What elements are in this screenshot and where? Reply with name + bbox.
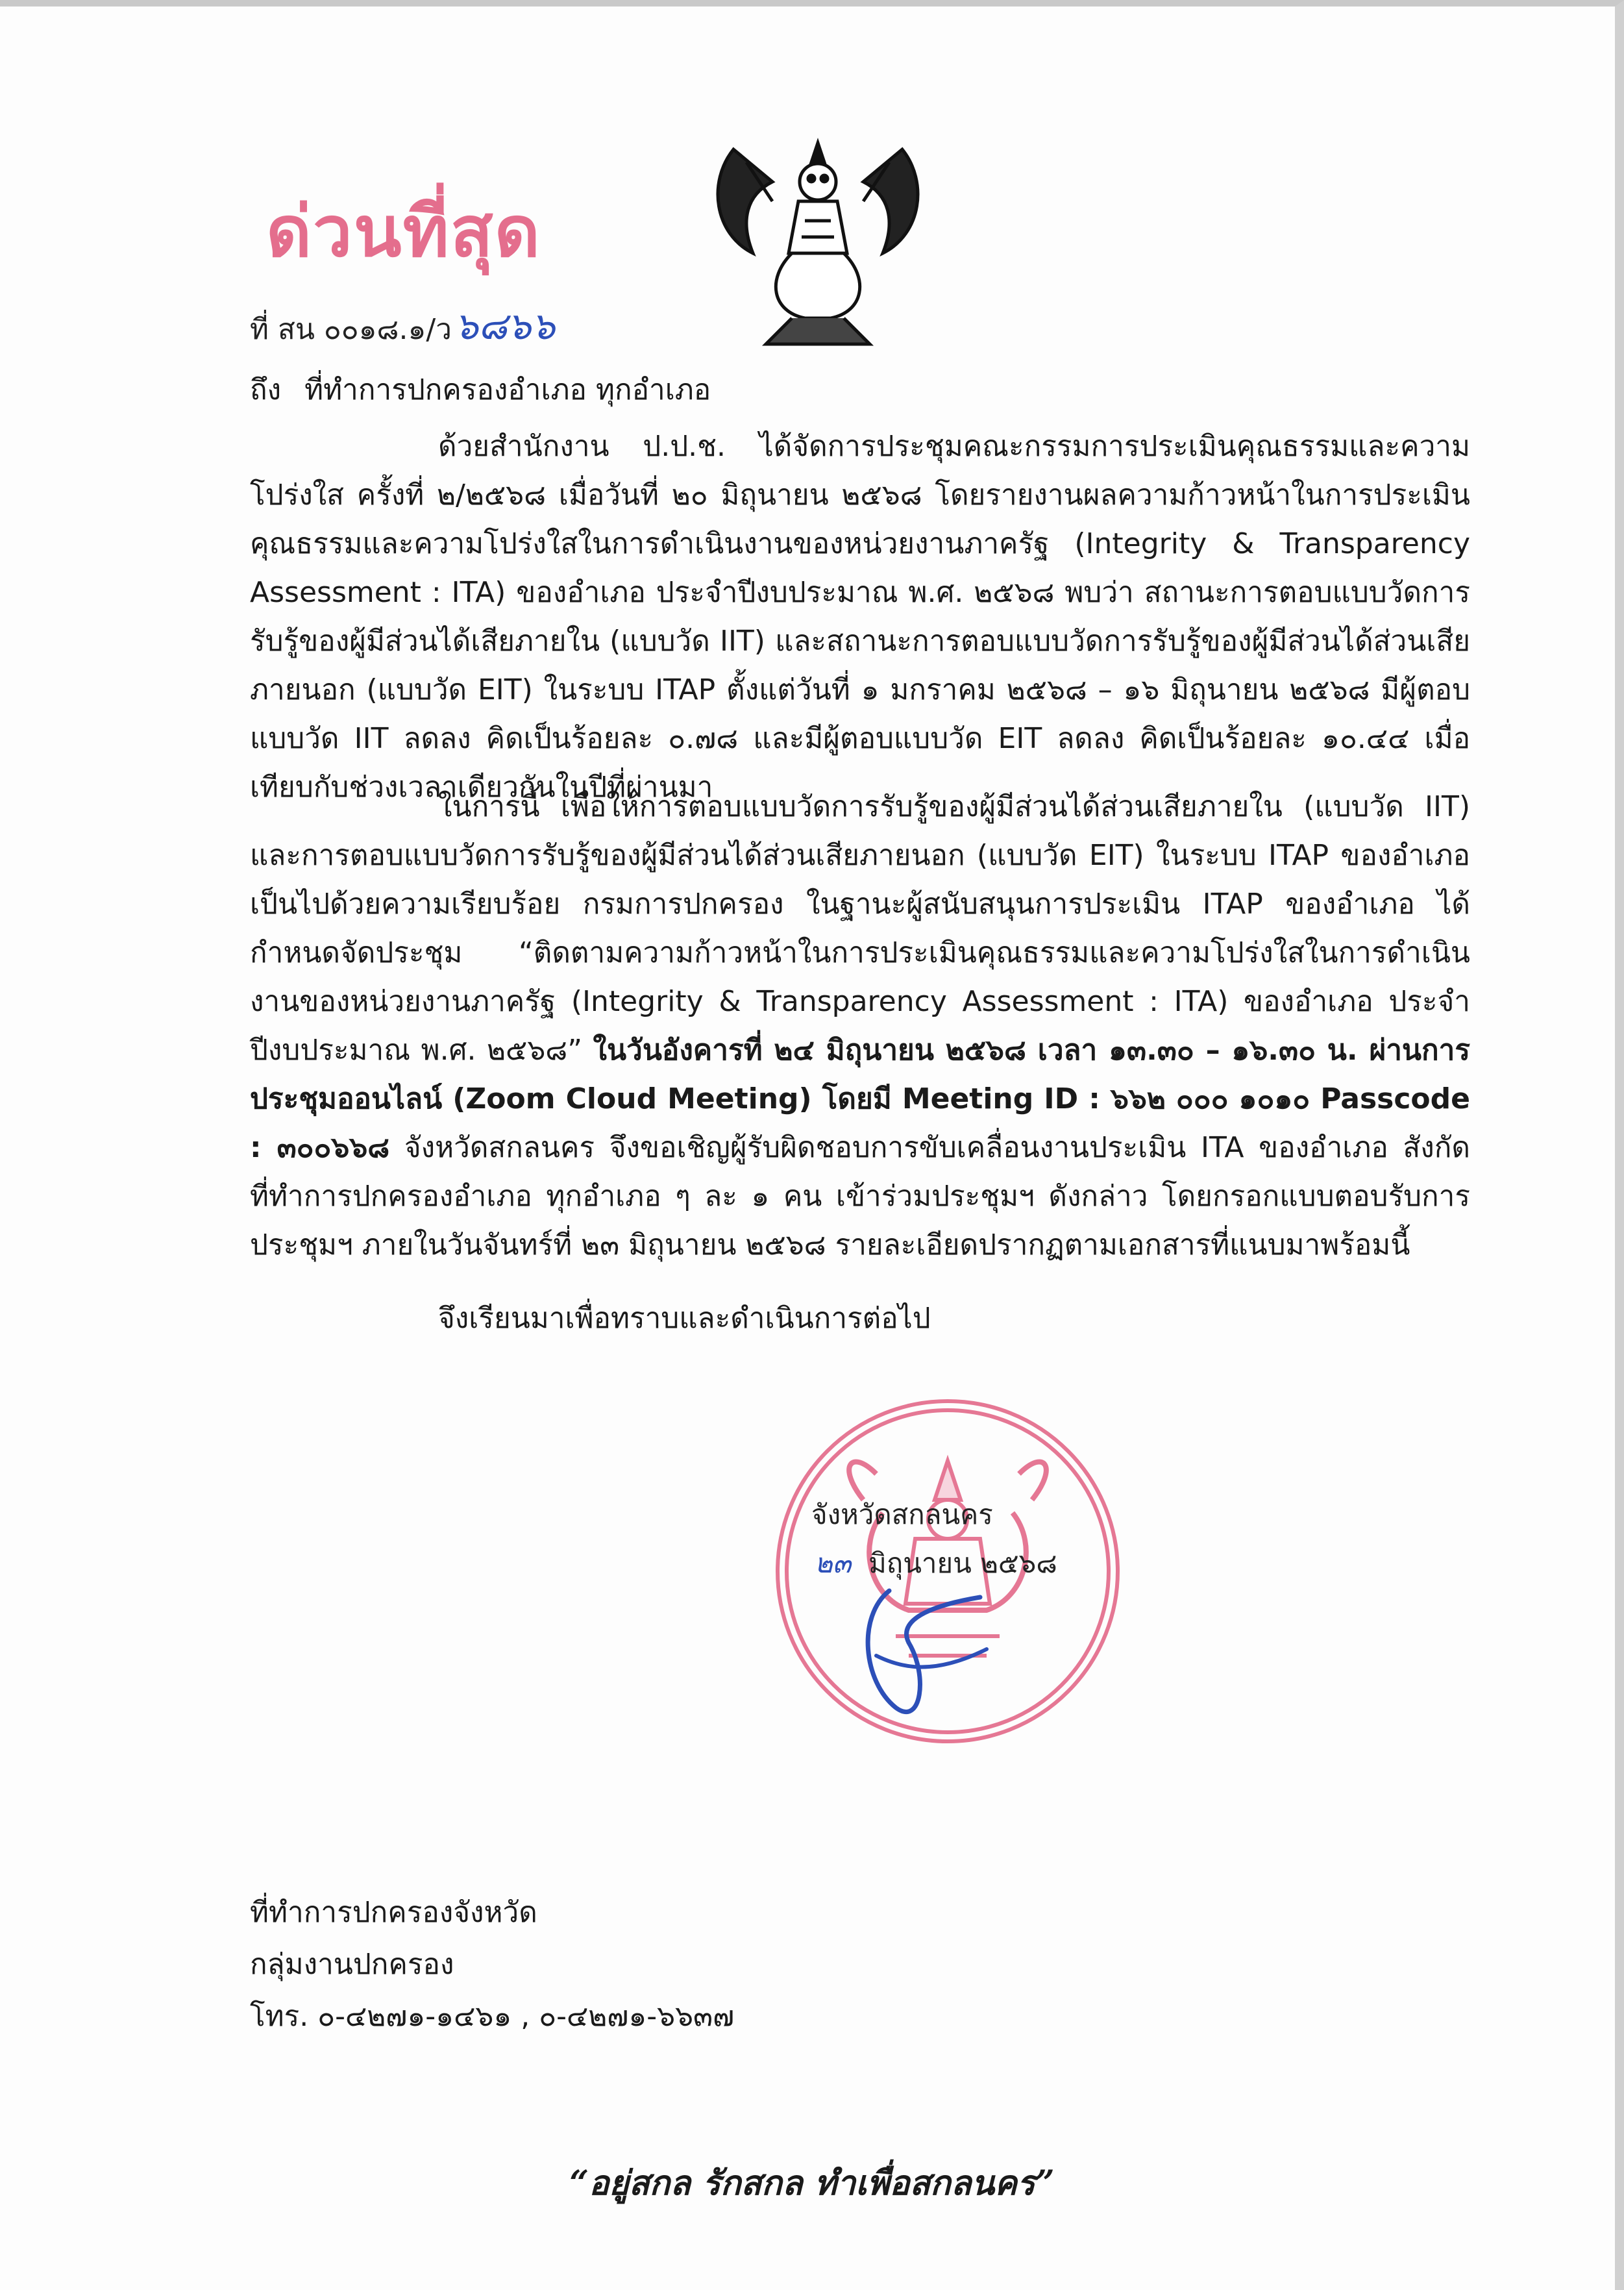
paragraph-2 bbox=[250, 782, 1470, 1269]
handwritten-signature-icon bbox=[850, 1578, 993, 1727]
signing-date-day: ๒๓ bbox=[815, 1547, 852, 1579]
urgent-stamp: ด่วนที่สุด bbox=[266, 192, 541, 273]
signing-date-rest: มิถุนายน ๒๕๖๘ bbox=[868, 1547, 1057, 1579]
contact-division: กลุ่มงานปกครอง bbox=[250, 1948, 454, 1981]
province-motto: “อยู่สกล รักสกล ทำเพื่อสกลนคร” bbox=[569, 2163, 1055, 2203]
paragraph-1 bbox=[250, 422, 1470, 812]
contact-office: ที่ทำการปกครองจังหวัด bbox=[250, 1896, 537, 1929]
contact-phone: โทร. ๐-๔๒๗๑-๑๔๖๑ , ๐-๔๒๗๑-๖๖๓๗ bbox=[250, 2000, 735, 2033]
document-number-handwritten: ๖๘๖๖ bbox=[454, 304, 556, 348]
signing-province: จังหวัดสกลนคร bbox=[811, 1499, 993, 1530]
paragraph-2-meeting-details: ในวันอังคารที่ ๒๔ มิถุนายน ๒๕๖๘ เวลา ๑๓.๓๐ – ๑๖.๓๐ น. ผ่านการประชุมออนไลน์ (Zoom Cloud Meeting) โดยมี Meeting ID : ๖๖๒ ๐๐๐ ๑๐๑๐ Passcode : ๓๐๐๖๖๘ bbox=[250, 1034, 1470, 1164]
paragraph-1-text: ด้วยสำนักงาน ป.ป.ช. ได้จัดการประชุมคณะกรรมการประเมินคุณธรรมและความโปร่งใส ครั้งที่ ๒/๒๕๖๘ เมื่อวันที่ ๒๐ มิถุนายน ๒๕๖๘ โดยรายงานผลความก้าวหน้าในการประเมินคุณธรรมและความโปร่งใสในการดำเนินงานของหน่วยงานภาครัฐ (Integrity & Transparency Assessment : ITA) ของอำเภอ ประจำปีงบประมาณ พ.ศ. ๒๕๖๘ พบว่า สถานะการตอบแบบวัดการรับรู้ของผู้มีส่วนได้เสียภายใน (แบบวัด IIT) และสถานะการตอบแบบวัดการรับรู้ของผู้มีส่วนได้ส่วนเสียภายนอก (แบบวัด EIT) ในระบบ ITAP ตั้งแต่วันที่ ๑ มกราคม ๒๕๖๘ – ๑๖ มิถุนายน ๒๕๖๘ มีผู้ตอบแบบวัด IIT ลดลง คิดเป็นร้อยละ ๐.๗๘ และมีผู้ตอบแบบวัด EIT ลดลง คิดเป็นร้อยละ ๑๐.๔๔ เมื่อเทียบกับช่วงเวลาเดียวกันในปีที่ผ่านมา bbox=[250, 430, 1470, 804]
paragraph-2-text-a: ในการนี้ เพื่อให้การตอบแบบวัดการรับรู้ของผู้มีส่วนได้ส่วนเสียภายใน (แบบวัด IIT) และการตอบแบบวัดการรับรู้ของผู้มีส่วนได้ส่วนเสียภายนอก (แบบวัด EIT) ในระบบ ITAP ของอำเภอเป็นไปด้วยความเรียบร้อย กรมการปกครอง ในฐานะผู้สนับสนุนการประเมิน ITAP ของอำเภอ ได้กำหนดจัดประชุม “ติดตามความก้าวหน้าในการประเมินคุณธรรมและความโปร่งใสในการดำเนินงานของหน่วยงานภาครัฐ (Integrity & Transparency Assessment : ITA) ของอำเภอ ประจำปีงบประมาณ พ.ศ. ๒๕๖๘” bbox=[250, 790, 1470, 1067]
garuda-emblem-icon bbox=[695, 123, 941, 357]
addressee-label: ถึง bbox=[250, 373, 282, 406]
addressee-value: ที่ทำการปกครองอำเภอ ทุกอำเภอ bbox=[304, 373, 711, 406]
document-number bbox=[250, 295, 555, 356]
document-number-label: ที่ สน ๐๐๑๘.๑/ว bbox=[250, 313, 452, 346]
closing-line: จึงเรียนมาเพื่อทราบและดำเนินการต่อไป bbox=[438, 1302, 931, 1335]
addressee bbox=[250, 367, 711, 412]
paragraph-2-text-b: จังหวัดสกลนคร จึงขอเชิญผู้รับผิดชอบการขับเคลื่อนงานประเมิน ITA ของอำเภอ สังกัดที่ทำการปกครองอำเภอ ทุกอำเภอ ๆ ละ ๑ คน เข้าร่วมประชุมฯ ดังกล่าว โดยกรอกแบบตอบรับการประชุมฯ ภายในวันจันทร์ที่ ๒๓ มิถุนายน ๒๕๖๘ รายละเอียดปรากฏตามเอกสารที่แนบมาพร้อมนี้ bbox=[250, 1131, 1470, 1262]
